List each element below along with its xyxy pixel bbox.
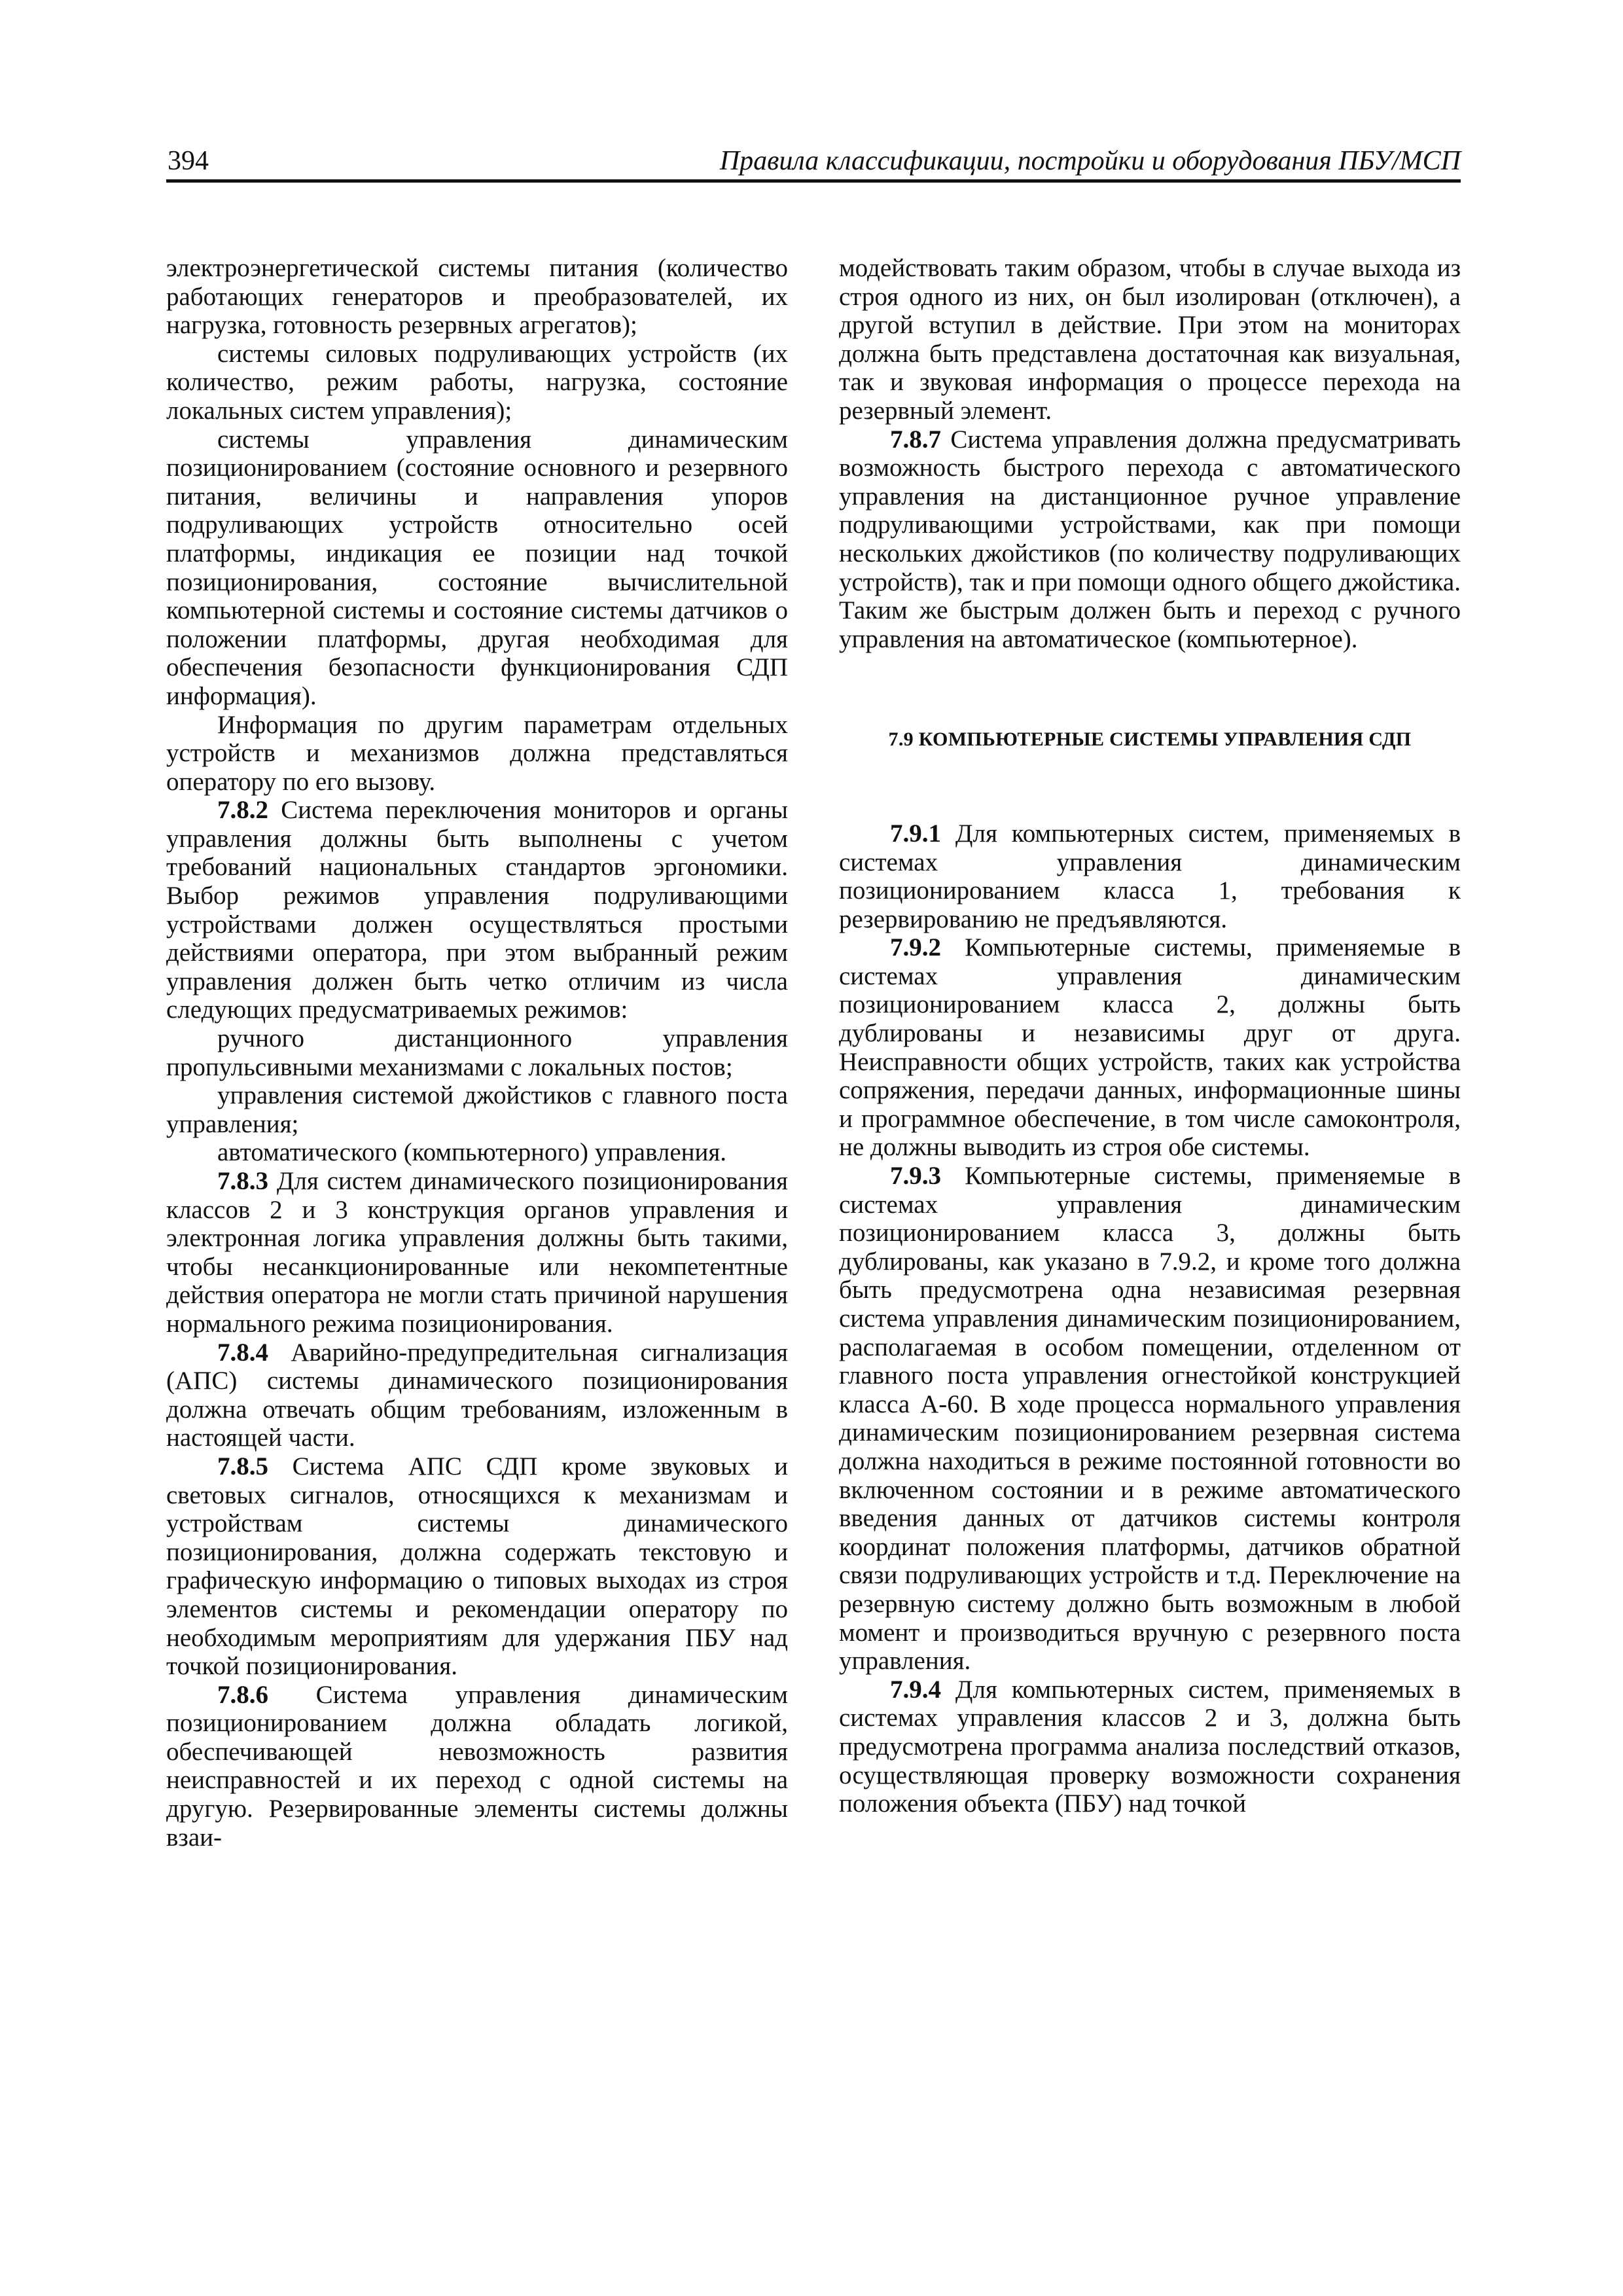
paragraph	[166, 340, 788, 425]
clause-number: 7.9.3	[890, 1162, 941, 1191]
paragraph-text: Для компьютерных систем, применяемых в системах управления классов 2 и 3, должна быть предусмотрена программа анализа последствий отказов, осуществляющая проверку возможности сохранения положения объекта (ПБУ) над точкой	[839, 1675, 1461, 1818]
paragraph-text: Компьютерные системы, применяемые в системах управления динамическим позиционированием класса 2, должны быть дублированы и независимы друг от друга. Неисправности общих устройств, таких как устройства сопряжения, передачи данных, информационные шины и программное обеспечение, в том числе самоконтроля, не должны выводить из строя обе системы.	[839, 933, 1461, 1162]
paragraph-text: системы силовых подруливающих устройств (их количество, режим работы, нагрузка, состояние локальных систем управления);	[166, 339, 788, 425]
paragraph	[166, 1167, 788, 1338]
paragraph	[166, 1024, 788, 1081]
page-header	[166, 143, 1461, 183]
paragraph	[166, 1452, 788, 1681]
paragraph-text: электроэнергетической системы питания (количество работающих генераторов и преобразователей, их нагрузка, готовность резервных агрегатов);	[166, 254, 788, 340]
paragraph	[839, 1676, 1461, 1818]
paragraph-text: Компьютерные системы, применяемые в системах управления динамическим позиционированием класса 3, должны быть дублированы, как указано в 7.9.2, и кроме того должна быть предусмотрена одна независимая резервная система управления динамическим позиционированием, располагаемая в особом помещении, отделенном от главного поста управления огнестойкой конструкцией класса А-60. В ходе процесса нормального управления динамическим позиционированием резервная система должна находиться в режиме постоянной готовности во включенном состоянии и в режиме автоматического введения данных от датчиков системы контроля координат положения платформы, датчиков обратной связи подруливающих устройств и т.д. Переключение на резервную систему должно быть возможным в любой момент и производиться вручную с резервного поста управления.	[839, 1162, 1461, 1676]
clause-number: 7.8.2	[217, 796, 268, 825]
paragraph	[166, 425, 788, 711]
paragraph	[839, 425, 1461, 654]
paragraph-text: системы управления динамическим позиционированием (состояние основного и резервного питания, величины и направления упоров подруливающих устройств относительно осей платформы, индикация ее позиции над точкой позиционирования, состояние вычислительной компьютерной системы и состояние системы датчиков о положении платформы, другая необходимая для обеспечения безопасности функционирования СДП информация).	[166, 425, 788, 710]
clause-number: 7.8.5	[217, 1452, 268, 1480]
right-column	[839, 254, 1461, 1818]
paragraph-text: ручного дистанционного управления пропульсивными механизмами с локальных постов;	[166, 1024, 788, 1081]
clause-number: 7.9.4	[890, 1675, 941, 1704]
paragraph	[166, 711, 788, 797]
paragraph-text: Система переключения мониторов и органы управления должны быть выполнены с учетом требований национальных стандартов эргономики. Выбор режимов управления подруливающими устройствами должен осуществляться простыми действиями оператора, при этом выбранный режим управления должен быть четко отличим из числа следующих предусматриваемых режимов:	[166, 796, 788, 1024]
paragraph	[166, 1081, 788, 1138]
paragraph-text: Система управления динамическим позиционированием должна обладать логикой, обеспечивающей невозможность развития неисправностей и их переход с одной системы на другую. Резервированные элементы системы должны взаи-	[166, 1680, 788, 1852]
paragraph	[166, 796, 788, 1024]
paragraph-text: Аварийно-предупредительная сигнализация (АПС) системы динамического позиционирования должна отвечать общим требованиям, изложенным в настоящей части.	[166, 1338, 788, 1452]
clause-number: 7.9.1	[890, 819, 941, 848]
running-title: Правила классификации, постройки и оборудования ПБУ/МСП	[719, 146, 1461, 176]
clause-number: 7.9.2	[890, 933, 941, 962]
clause-number: 7.8.4	[217, 1338, 268, 1367]
paragraph	[166, 1338, 788, 1452]
clause-number: 7.8.3	[217, 1167, 268, 1195]
paragraph	[839, 933, 1461, 1162]
paragraph-text: автоматического (компьютерного) управления.	[217, 1138, 727, 1167]
paragraph	[166, 254, 788, 340]
section-heading: 7.9 КОМПЬЮТЕРНЫЕ СИСТЕМЫ УПРАВЛЕНИЯ СДП	[888, 728, 1412, 751]
paragraph-text: управления системой джойстиков с главного поста управления;	[166, 1081, 788, 1138]
paragraph	[166, 1138, 788, 1167]
left-column	[166, 254, 788, 1852]
paragraph	[839, 1162, 1461, 1676]
paragraph-text: Система управления должна предусматривать возможность быстрого перехода с автоматического управления на дистанционное ручное управление подруливающими устройствами, как при помощи нескольких джойстиков (по количеству подруливающих устройств), так и при помощи одного общего джойстика. Таким же быстрым должен быть и переход с ручного управления на автоматическое (компьютерное).	[839, 425, 1461, 653]
paragraph	[839, 254, 1461, 425]
paragraph	[166, 1681, 788, 1852]
right-column-top	[839, 254, 1461, 653]
clause-number: 7.8.6	[217, 1680, 268, 1709]
paragraph-text: модействовать таким образом, чтобы в случае выхода из строя одного из них, он был изолирован (отключен), а другой вступил в действие. При этом на мониторах должна быть представлена достаточная как визуальная, так и звуковая информация о процессе перехода на резервный элемент.	[839, 254, 1461, 425]
right-column-bottom	[839, 819, 1461, 1818]
paragraph	[839, 819, 1461, 933]
paragraph-text: Для компьютерных систем, применяемых в системах управления динамическим позиционированием класса 1, требования к резервированию не предъявляются.	[839, 819, 1461, 933]
page-number: 394	[168, 146, 209, 176]
paragraph-text: Для систем динамического позиционирования классов 2 и 3 конструкция органов управления и электронная логика управления должны быть такими, чтобы несанкционированные или некомпетентные действия оператора не могли стать причиной нарушения нормального режима позиционирования.	[166, 1167, 788, 1338]
paragraph-text: Система АПС СДП кроме звуковых и световых сигналов, относящихся к механизмам и устройствам системы динамического позиционирования, должна содержать текстовую и графическую информацию о типовых выходах из строя элементов системы и рекомендации оператору по необходимым мероприятиям для удержания ПБУ над точкой позиционирования.	[166, 1452, 788, 1681]
clause-number: 7.8.7	[890, 425, 941, 454]
paragraph-text: Информация по другим параметрам отдельных устройств и механизмов должна представляться оператору по его вызову.	[166, 710, 788, 796]
